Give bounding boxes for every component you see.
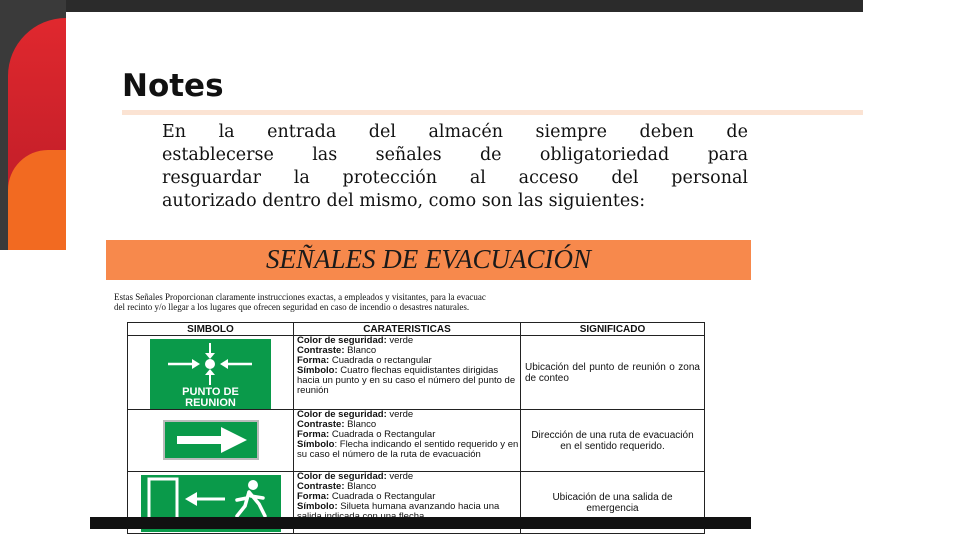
contrast-value: Blanco [344, 345, 377, 356]
color-value: verde [386, 471, 414, 482]
signs-table [127, 322, 705, 534]
paragraph-line: autorizado dentro del mismo, como son las siguientes: [162, 191, 646, 211]
intro-text [114, 292, 751, 312]
meaning-cell: Dirección de una ruta de evacuación en el sentido requerido. [521, 410, 705, 472]
meeting-point-arrows-icon [150, 341, 271, 387]
evacuation-route-sign [163, 420, 259, 460]
shape-value: Cuadrada o Rectangular [329, 429, 436, 440]
symbol-value: : Flecha indicando el sentido requerido y en su caso el número de la ruta de evacuación [297, 439, 519, 460]
title-underline [122, 110, 863, 115]
paragraph-line: establecerse las señales de obligatoriedad para [162, 145, 748, 165]
meaning-cell: Ubicación de una salida de emergencia [521, 472, 705, 534]
intro-line: Estas Señales Proporcionan claramente instrucciones exactas, a empleados y visitantes, para la evacuac [114, 292, 486, 302]
contrast-value: Blanco [344, 419, 377, 430]
emergency-exit-icon [141, 476, 281, 522]
symbol-value: Silueta humana avanzando hacia una [340, 501, 500, 512]
paragraph-line: En la entrada del almacén siempre deben de [162, 122, 748, 142]
symbol-label: Símbolo: [297, 501, 338, 512]
bottom-dark-bar [90, 517, 751, 529]
banner-title: SEÑALES DE EVACUACIÓN [266, 244, 591, 274]
shape-label: Forma: [297, 491, 330, 502]
contrast-label: Contraste: [297, 419, 345, 430]
table-row [128, 410, 705, 472]
header-significado: SIGNIFICADO [521, 323, 705, 336]
shape-label: Forma: [297, 355, 330, 366]
shape-value: Cuadrada o rectangular [329, 355, 432, 366]
meaning-cell: Ubicación del punto de reunión o zona de conteo [521, 336, 705, 410]
notes-paragraph [162, 121, 748, 213]
sign-label: PUNTO DE [182, 386, 239, 398]
meeting-point-sign [150, 339, 271, 409]
color-label: Color de seguridad: [297, 409, 387, 420]
symbol-label: Símbolo [297, 439, 335, 450]
slide-title: Notes [122, 68, 224, 104]
orange-accent-shape [8, 150, 66, 250]
symbol-cell [128, 336, 294, 410]
characteristics-cell [294, 410, 521, 472]
intro-line: del recinto y/o llegar a los lugares que ofrecen seguridad en caso de incendio o desastres naturales. [114, 302, 470, 312]
color-label: Color de seguridad: [297, 471, 387, 482]
top-bar-gap [863, 0, 960, 12]
shape-label: Forma: [297, 429, 330, 440]
color-value: verde [386, 409, 414, 420]
contrast-label: Contraste: [297, 481, 345, 492]
color-value: verde [386, 335, 414, 346]
characteristics-cell [294, 336, 521, 410]
evacuation-banner [106, 240, 751, 280]
sign-label: REUNION [185, 397, 236, 409]
symbol-label: Símbolo: [297, 365, 338, 376]
contrast-label: Contraste: [297, 345, 345, 356]
contrast-value: Blanco [344, 481, 377, 492]
top-dark-bar [0, 0, 863, 12]
color-label: Color de seguridad: [297, 335, 387, 346]
paragraph-line: resguardar la protección al acceso del personal [162, 168, 748, 188]
header-caracteristicas: CARATERISTICAS [294, 323, 521, 336]
symbol-value: Cuatro flechas equidistantes dirigidas hacia un punto y en su caso el número del punto de reunión [297, 365, 516, 396]
right-arrow-icon [165, 422, 257, 458]
table-header-row [128, 323, 705, 336]
table-row [128, 336, 705, 410]
shape-value: Cuadrada o Rectangular [329, 491, 436, 502]
symbol-cell [128, 410, 294, 472]
header-simbolo: SIMBOLO [128, 323, 294, 336]
